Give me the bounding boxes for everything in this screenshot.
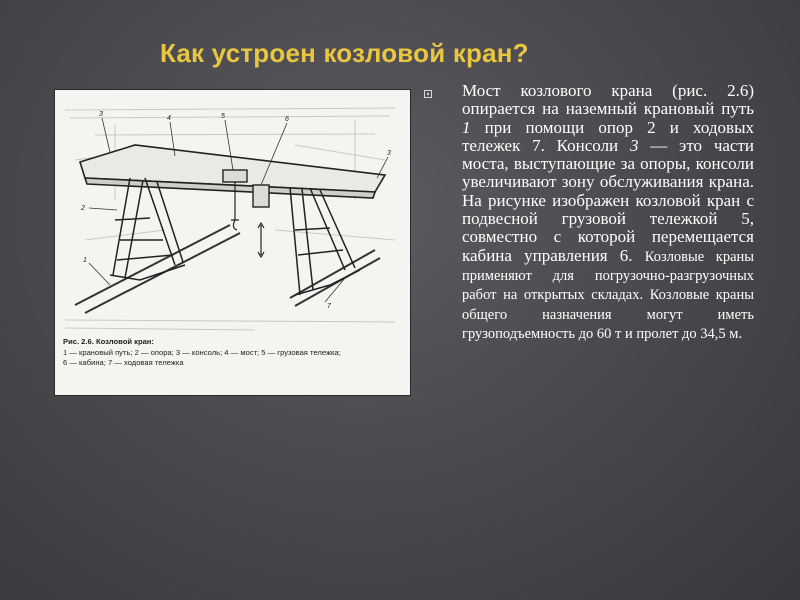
caption-line-2: 6 — кабина; 7 — ходовая тележка <box>63 358 184 367</box>
label-3-right: 3 <box>387 150 391 157</box>
bullet-icon <box>424 90 432 98</box>
text-part-1: Мост козлового крана (рис. 2.6) опирается на наземный крановый путь <box>462 81 754 119</box>
figure-caption <box>63 337 403 369</box>
label-4: 4 <box>167 115 171 122</box>
slide-title: Как устроен козловой кран? <box>160 38 529 68</box>
label-7: 7 <box>327 303 331 310</box>
caption-line-1: 1 — крановый путь; 2 — опора; 3 — консоль; 4 — мост; 5 — грузовая тележка; <box>63 347 341 357</box>
text-part-2: при помощи опор 2 и ходовых тележек 7. Консоли <box>462 117 754 155</box>
label-6: 6 <box>285 116 289 123</box>
text-num-1: 1 <box>462 117 471 137</box>
label-5: 5 <box>221 113 225 120</box>
label-3-left: 3 <box>99 111 103 118</box>
label-1: 1 <box>83 257 87 264</box>
body-paragraph <box>462 82 754 343</box>
crane-figure <box>55 90 410 395</box>
text-part-3: — это части моста, выступающие за опоры, консоли увеличивают зону обслуживания крана. На рисунке изображен козловой кран с подвесной грузовой тележкой 5, совместно с которой перемещается кабина управления 6. <box>462 135 754 265</box>
caption-title: Рис. 2.6. Козловой кран: <box>63 337 154 346</box>
text-part-4: Козловые краны применяют для погрузочно-разгрузочных работ на открытых складах. Козловые краны общего назначения могут иметь грузоподъемность до 60 т и пролет до 34,5 м. <box>462 248 755 342</box>
text-num-3: 3 <box>629 135 639 155</box>
label-2: 2 <box>81 205 85 212</box>
